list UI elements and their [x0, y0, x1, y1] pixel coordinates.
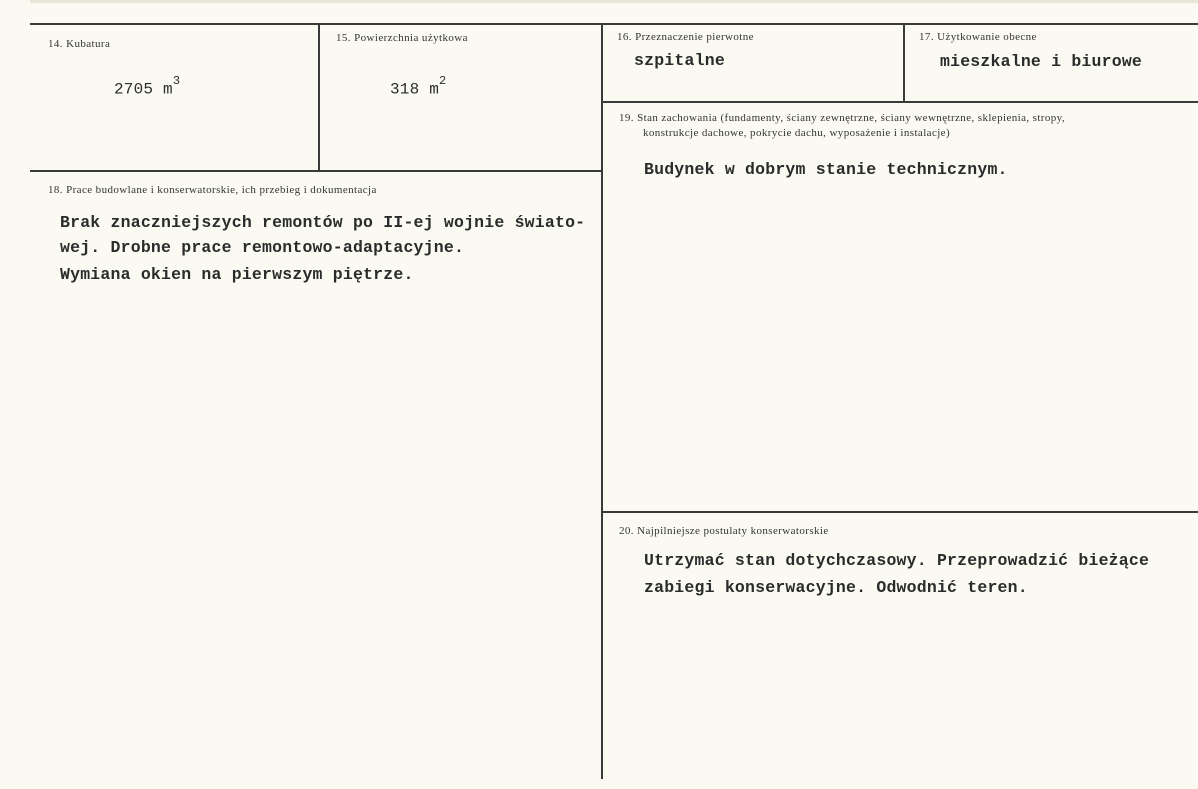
center-divider	[601, 23, 603, 779]
field-15-label: 15. Powierzchnia użytkowa	[336, 32, 468, 44]
row1-bottom-right	[602, 101, 1198, 103]
field-16-label: 16. Przeznaczenie pierwotne	[617, 31, 754, 43]
field-19-label-line-1: 19. Stan zachowania (fundamenty, ściany zewnętrzne, ściany wewnętrzne, sklepienia, stropy,	[619, 112, 1066, 124]
field-16-value: szpitalne	[634, 51, 725, 70]
field-14-unit-exp: 3	[172, 74, 181, 88]
field-18-line-2: wej. Drobne prace remontowo-adaptacyjne.	[60, 238, 465, 257]
card-top-edge	[30, 0, 1198, 3]
field-15-value	[390, 70, 446, 104]
top-border	[30, 23, 1198, 25]
field-18-label: 18. Prace budowlane i konserwatorskie, ich przebieg i dokumentacja	[48, 184, 377, 196]
field-14-label: 14. Kubatura	[48, 38, 111, 50]
field-20-line-1: Utrzymać stan dotychczasowy. Przeprowadzić bieżące	[644, 551, 1150, 570]
field-19-line-1: Budynek w dobrym stanie technicznym.	[644, 160, 1008, 179]
divider-16-17	[903, 23, 905, 102]
field-14-value	[114, 70, 180, 104]
field-18-line-1: Brak znaczniejszych remontów po II-ej wojnie świato-	[60, 213, 586, 232]
field-15-number: 318	[390, 80, 420, 99]
field-18-line-3: Wymiana okien na pierwszym piętrze.	[60, 265, 414, 284]
section-19-20-divider	[602, 511, 1198, 513]
field-14-unit: m	[163, 80, 173, 99]
field-20-line-2: zabiegi konserwacyjne. Odwodnić teren.	[644, 578, 1028, 597]
field-17-label: 17. Użytkowanie obecne	[919, 31, 1037, 43]
field-19-label-line-2: konstrukcje dachowe, pokrycie dachu, wyposażenie i instalacje)	[643, 127, 951, 139]
field-20-label: 20. Najpilniejsze postulaty konserwatorskie	[619, 525, 829, 537]
row1-bottom-left	[30, 170, 602, 172]
divider-14-15	[318, 23, 320, 171]
field-15-unit-exp: 2	[439, 74, 447, 88]
field-14-number: 2705	[114, 80, 154, 99]
field-15-unit: m	[429, 80, 440, 99]
field-17-value: mieszkalne i biurowe	[940, 52, 1143, 71]
